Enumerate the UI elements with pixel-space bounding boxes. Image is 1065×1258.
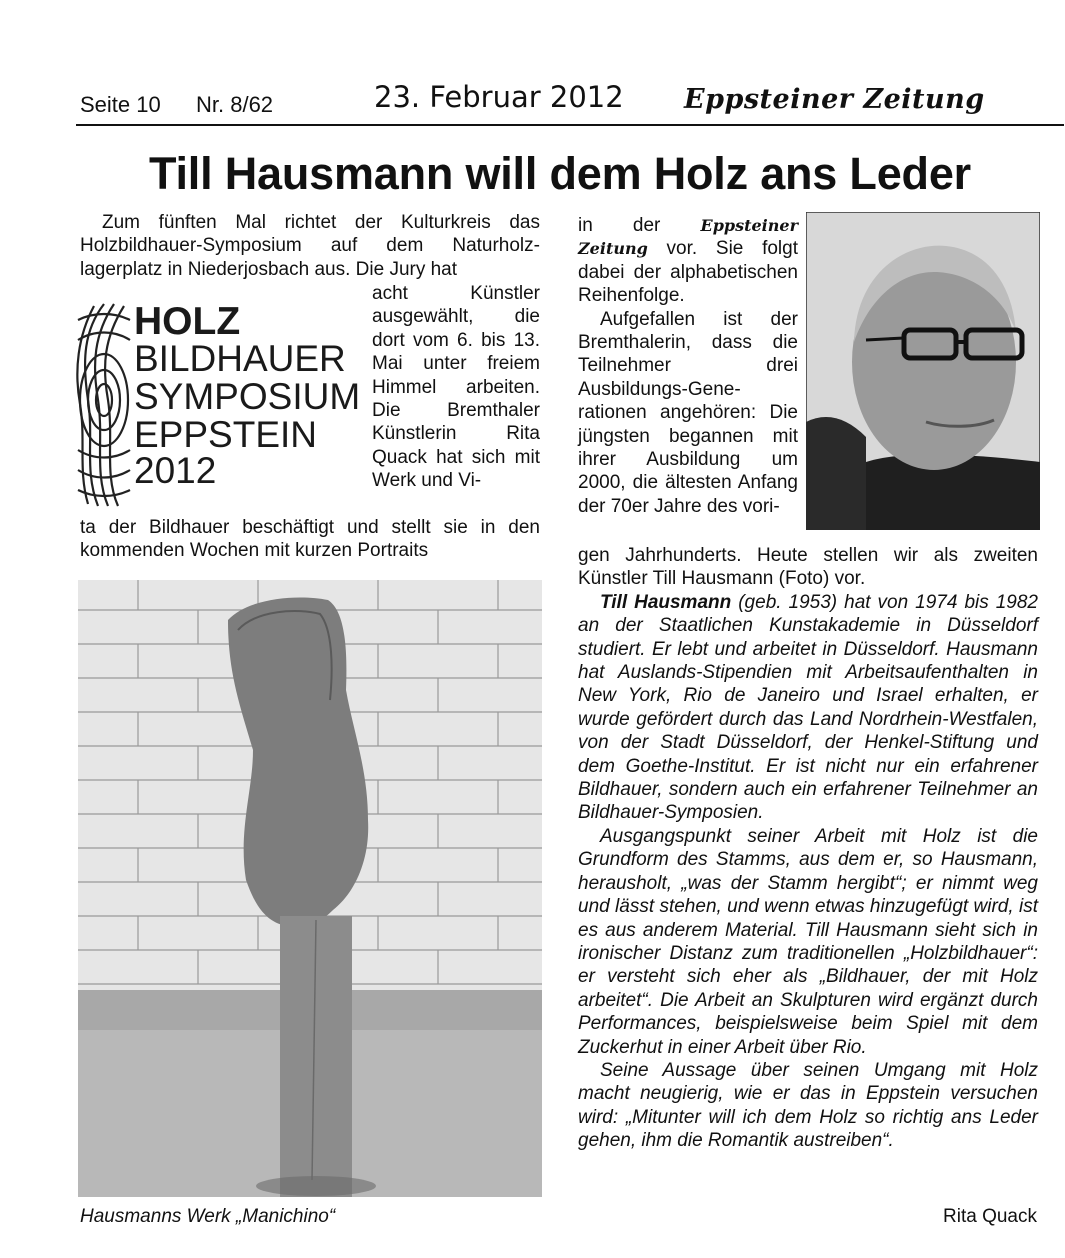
sculpture-photo <box>78 580 542 1197</box>
column-2-top <box>578 214 798 518</box>
artist-portrait-photo <box>806 212 1040 530</box>
intro-paragraph-bottom: ta der Bildhauer beschäftigt und stellt sie in den kommenden Wochen mit kurzen Portraits <box>80 517 540 562</box>
column-1-top <box>80 211 540 281</box>
issue-number: Nr. 8/62 <box>196 92 274 117</box>
paragraph-series-intro-pre: in der <box>578 215 661 236</box>
header-divider <box>76 124 1064 126</box>
paragraph-biography <box>578 591 1038 825</box>
logo-symposium: SYMPOSIUM <box>134 376 361 417</box>
paragraph-generations: Aufgefallen ist der Bremthalerin, dass die Teilnehmer drei Ausbildungs-Generationen angehören: Die jüngsten begannen mit ihrer Ausbildung um 2000, die ältesten Anfang der 70er Jahre des vori- <box>578 308 798 517</box>
newspaper-name: Eppsteiner Zeitung <box>684 84 985 115</box>
biography-text: (geb. 1953) hat von 1974 bis 1982 an der Staatlichen Kunstakademie in Düsseldorf studiert. Er lebt und arbeitet in Düsseldorf. Hausmann hat Auslands-Stipendien mit Arbeitsaufenthalten in New York, Rio de Janeiro und Israel erhalten, er wurde gefördert durch das Land Nordrhein-Westfalen, von der Stadt Düsseldorf, der Henkel-Stiftung und dem Goethe-Institut. Er ist nicht nur ein erfahrener Bildhauer, sondern auch ein erfahrener Teilnehmer an Bildhauer-Symposien. <box>578 591 1038 824</box>
article-headline: Till Hausmann will dem Holz ans Leder <box>149 148 971 199</box>
paragraph-series-intro-post: vor. Sie folgt dabei der alphabetischen Reihenfolge. <box>578 238 799 307</box>
paragraph-series-intro <box>578 214 798 308</box>
logo-year: 2012 <box>134 450 217 491</box>
symposium-logo <box>74 300 364 510</box>
photo-caption: Hausmanns Werk „Manichino“ <box>80 1206 336 1227</box>
artist-name: Till Hausmann <box>600 591 732 613</box>
newspaper-name-inline: Eppsteiner Zeitung <box>578 216 798 259</box>
fingerprint-icon <box>74 300 132 510</box>
paragraph-introduction-cont: gen Jahrhunderts. Heute stellen wir als zweiten Künstler Till Hausmann (Foto) vor. <box>578 545 1038 590</box>
paragraph-quote: Seine Aussage über seinen Umgang mit Holz macht neugierig, wie er das in Eppstein versuchen wird: „Mitunter will ich dem Holz so richtig ans Leder gehen, ihm die Romantik austreiben“. <box>578 1059 1038 1152</box>
column-2-bottom <box>578 544 1038 1153</box>
logo-eppstein: EPPSTEIN <box>134 414 317 455</box>
issue-date: 23. Februar 2012 <box>374 80 624 114</box>
column-1-bottom <box>80 516 540 563</box>
column-1-narrow <box>372 282 540 493</box>
paragraph-working-method: Ausgangspunkt seiner Arbeit mit Holz ist die Grundform des Stamms, aus dem er, so Hausmann, herausholt, „was der Stamm hergibt“; er nimmt weg und lässt stehen, und wenn etwas hinzugefügt wird, ist es aus anderem Material. Till Hausmann sieht sich in ironischer Distanz zum traditionellen „Holzbildhauer“: er versteht sich eher als „Bildhauer, der mit Holz arbeitet“. Die Arbeit an Skulpturen wird ergänzt durch Performances, beispielsweise beim Spiel mit dem Zuckerhut in einer Arbeit über Rio. <box>578 825 1038 1058</box>
article-author: Rita Quack <box>943 1206 1037 1227</box>
logo-bildhauer: BILDHAUER <box>134 338 346 379</box>
page-number: Seite 10 <box>80 92 161 117</box>
intro-paragraph-narrow: acht Künstler ausgewählt, die dort vom 6. bis 13. Mai unter freiem Himmel arbeiten. Die Bremthaler Künstlerin Rita Quack hat sich mit Werk und Vi- <box>372 283 540 492</box>
intro-paragraph-top: Zum fünften Mal richtet der Kulturkreis das Holzbildhauer-Symposium auf dem Naturholzlagerplatz in Niederjosbach aus. Die Jury hat <box>80 212 540 280</box>
logo-holz: HOLZ <box>134 300 241 343</box>
